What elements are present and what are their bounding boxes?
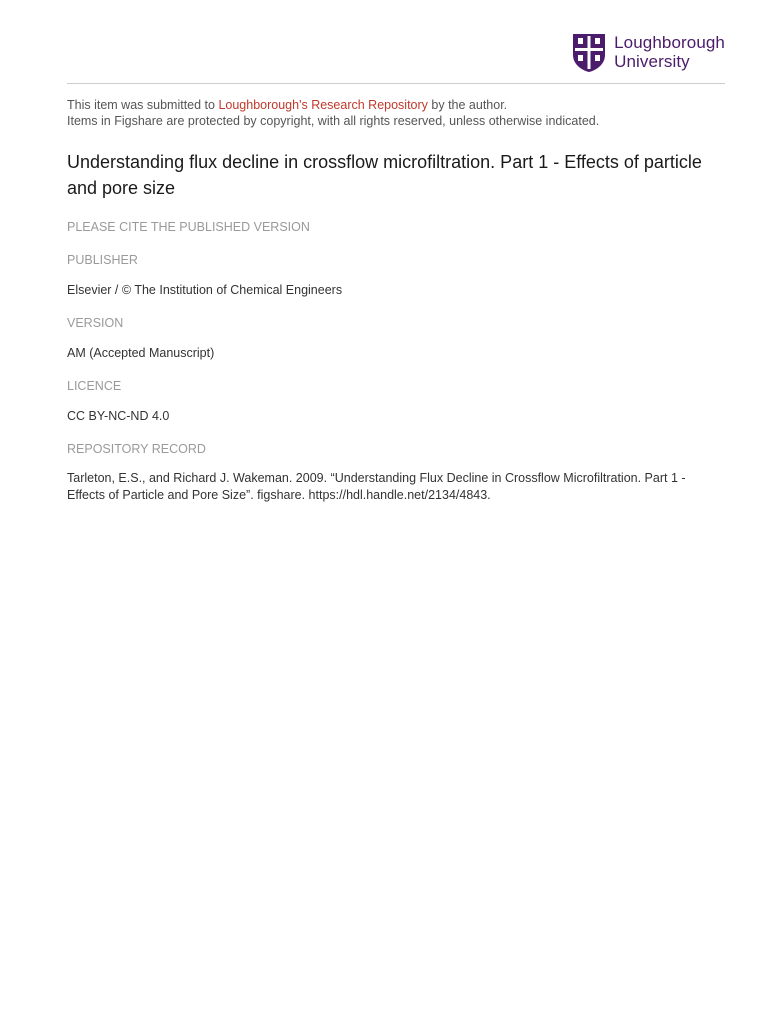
licence-label: LICENCE <box>67 379 122 393</box>
logo-line-2: University <box>614 52 690 71</box>
cite-label: PLEASE CITE THE PUBLISHED VERSION <box>67 220 310 234</box>
university-logo[interactable] <box>572 33 725 73</box>
version-label: VERSION <box>67 316 124 330</box>
repository-record-label: REPOSITORY RECORD <box>67 442 206 456</box>
cover-content <box>67 97 722 504</box>
logo-line-1: Loughborough <box>614 33 725 52</box>
page-header <box>67 0 725 84</box>
notice-suffix: by the author. <box>427 98 508 112</box>
repository-link[interactable]: Loughborough's Research Repository <box>218 98 428 112</box>
repository-record-value: Tarleton, E.S., and Richard J. Wakeman. 2009. “Understanding Flux Decline in Crossflow Microfiltration. Part 1 - Effects of Particle and Pore Size”. figshare. https://hdl.handle.net/2134/4843. <box>67 471 686 502</box>
publisher-label: PUBLISHER <box>67 253 138 267</box>
submission-notice <box>67 97 722 129</box>
version-value: AM (Accepted Manuscript) <box>67 346 215 360</box>
notice-prefix: This item was submitted to <box>67 98 219 112</box>
copyright-notice: Items in Figshare are protected by copyright, with all rights reserved, unless otherwise indicated. <box>67 114 600 128</box>
publisher-value: Elsevier / © The Institution of Chemical Engineers <box>67 283 343 297</box>
licence-value: CC BY-NC-ND 4.0 <box>67 409 170 423</box>
item-title: Understanding flux decline in crossflow microfiltration. Part 1 - Effects of particle and pore size <box>67 152 702 198</box>
header-divider <box>67 83 725 84</box>
university-crest-icon <box>572 33 606 73</box>
university-wordmark <box>614 33 725 71</box>
